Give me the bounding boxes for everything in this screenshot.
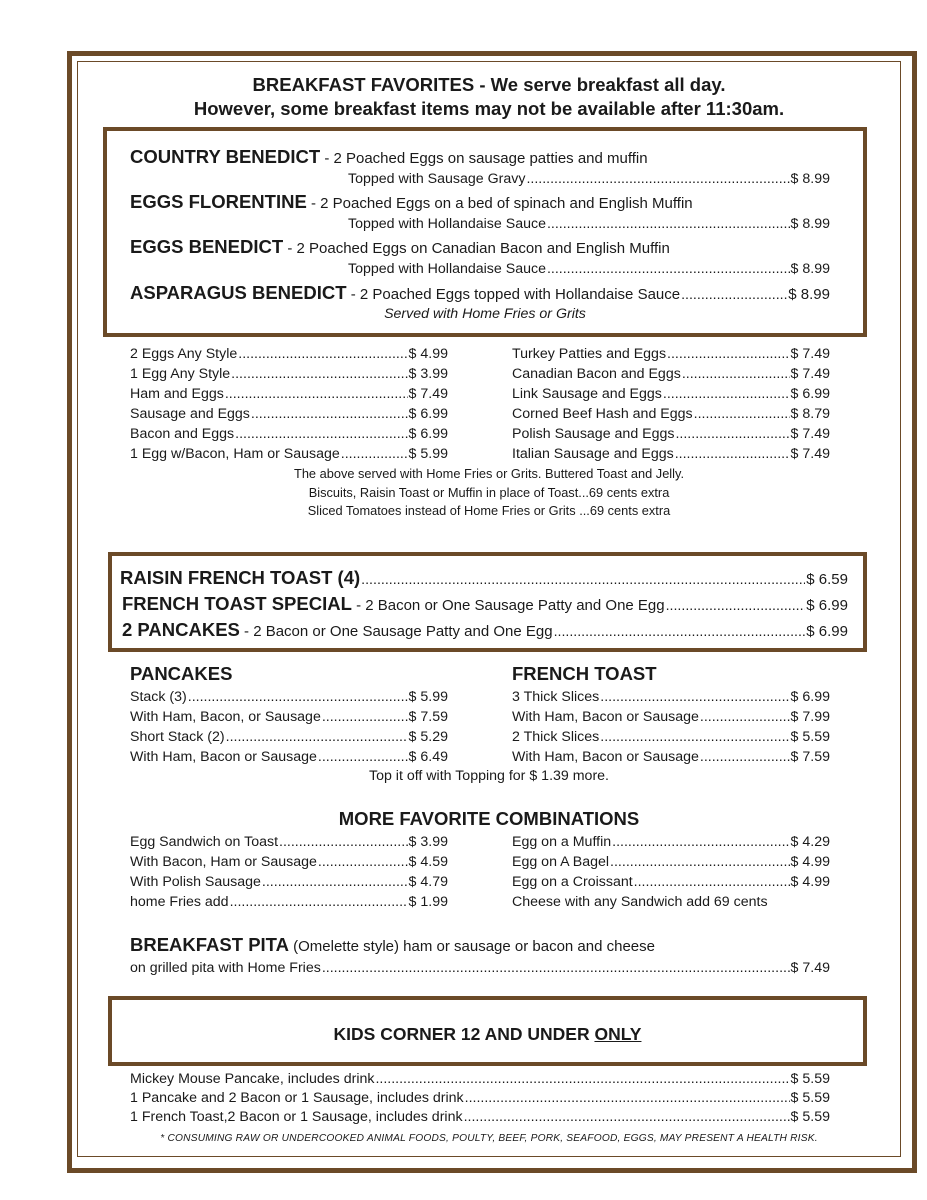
menu-item-price: $ 3.99 <box>408 834 448 850</box>
menu-row <box>512 709 830 725</box>
benedict-eggs-topping <box>348 261 830 277</box>
eggs-note-2: Biscuits, Raisin Toast or Muffin in place of Toast...69 cents extra <box>308 485 670 500</box>
benedict-price: $ 8.99 <box>790 216 830 232</box>
menu-item-name: Ham and Eggs <box>130 386 224 402</box>
menu-item-price: $ 6.99 <box>790 386 830 402</box>
menu-row <box>130 749 448 765</box>
pita-line <box>130 960 830 976</box>
menu-item-name: 1 French Toast,2 Bacon or 1 Sausage, includes drink <box>130 1109 463 1125</box>
benedict-desc: - 2 Poached Eggs on Canadian Bacon and English Muffin <box>283 240 670 257</box>
menu-item-price: $ 5.59 <box>790 1090 830 1106</box>
menu-item-price: $ 7.49 <box>408 386 448 402</box>
menu-item-name: Egg on A Bagel <box>512 854 610 870</box>
menu-item-price: $ 7.59 <box>408 709 448 725</box>
menu-item-name: 2 Thick Slices <box>512 729 600 745</box>
menu-row <box>512 346 830 362</box>
menu-item-price: $ 5.29 <box>408 729 448 745</box>
pita-name: BREAKFAST PITA <box>130 934 289 955</box>
menu-item-name: Canadian Bacon and Eggs <box>512 366 681 382</box>
menu-item-name: With Ham, Bacon or Sausage <box>512 709 699 725</box>
menu-item-name: Short Stack (2) <box>130 729 225 745</box>
kids-title <box>108 1024 867 1045</box>
french-toast-title: FRENCH TOAST <box>512 663 657 684</box>
menu-row <box>130 834 448 850</box>
health-disclaimer: * CONSUMING RAW OR UNDERCOOKED ANIMAL FOODS, POULTY, BEEF, PORK, SEAFOOD, EGGS, MAY PRESENT A HEALTH RISK. <box>160 1133 818 1144</box>
menu-item-price: $ 6.99 <box>408 426 448 442</box>
menu-item-price: $ 6.99 <box>408 406 448 422</box>
menu-item-name: home Fries add <box>130 894 229 910</box>
menu-item-name: Italian Sausage and Eggs <box>512 446 674 462</box>
pancakes-title: PANCAKES <box>130 663 233 684</box>
menu-row <box>130 894 448 910</box>
toast-price: $ 6.99 <box>806 597 848 614</box>
menu-item-name: 1 Egg Any Style <box>130 366 231 382</box>
benedict-name: EGGS FLORENTINE <box>130 191 307 212</box>
benedict-topping: Topped with Hollandaise Sauce <box>348 216 546 232</box>
benedict-note: Served with Home Fries or Grits <box>384 306 586 322</box>
menu-item-name: Polish Sausage and Eggs <box>512 426 675 442</box>
pita-price: $ 7.49 <box>790 960 830 976</box>
menu-item-name: 2 Eggs Any Style <box>130 346 238 362</box>
benedict-asparagus <box>130 282 830 304</box>
menu-item-price: $ 4.99 <box>790 874 830 890</box>
raisin-french-toast <box>120 567 848 589</box>
menu-item-price: $ 4.99 <box>790 854 830 870</box>
benedict-country-title <box>130 146 648 168</box>
menu-item-price: $ 5.59 <box>790 1071 830 1087</box>
combos-title: MORE FAVORITE COMBINATIONS <box>338 808 640 829</box>
menu-item-name: 1 Egg w/Bacon, Ham or Sausage <box>130 446 340 462</box>
menu-item-name: Bacon and Eggs <box>130 426 235 442</box>
menu-row <box>130 406 448 422</box>
toast-price: $ 6.59 <box>806 571 848 588</box>
pita-line2: on grilled pita with Home Fries <box>130 960 321 976</box>
menu-row <box>130 1090 830 1106</box>
benedict-eggs-title <box>130 236 670 258</box>
menu-item-price: $ 5.59 <box>790 1109 830 1125</box>
benedict-price: $ 8.99 <box>790 261 830 277</box>
benedict-name: ASPARAGUS BENEDICT <box>130 282 347 303</box>
menu-item-price: $ 4.99 <box>408 346 448 362</box>
toast-name: FRENCH TOAST SPECIAL <box>122 593 352 614</box>
toast-name: RAISIN FRENCH TOAST (4) <box>120 567 361 588</box>
menu-item-name: With Polish Sausage <box>130 874 261 890</box>
menu-row <box>130 1071 830 1087</box>
kids-title-only: ONLY <box>594 1024 642 1044</box>
menu-item-price: $ 7.59 <box>790 749 830 765</box>
benedict-country-topping <box>348 171 830 187</box>
menu-item-price: $ 7.49 <box>790 446 830 462</box>
toast-price: $ 6.99 <box>806 623 848 640</box>
menu-item-price: $ 7.49 <box>790 366 830 382</box>
menu-row <box>130 366 448 382</box>
menu-item-price: $ 7.49 <box>790 346 830 362</box>
pita-title <box>130 934 655 956</box>
toast-desc: - 2 Bacon or One Sausage Patty and One Egg <box>351 597 665 614</box>
menu-row <box>130 854 448 870</box>
pita-desc: (Omelette style) ham or sausage or bacon and cheese <box>288 938 655 955</box>
header-line-2: However, some breakfast items may not be available after 11:30am. <box>193 98 785 119</box>
french-toast-special <box>122 593 848 615</box>
menu-item-name: Mickey Mouse Pancake, includes drink <box>130 1071 375 1087</box>
menu-item-name: Sausage and Eggs <box>130 406 250 422</box>
menu-row <box>130 426 448 442</box>
eggs-note-1: The above served with Home Fries or Grits. Buttered Toast and Jelly. <box>294 466 684 481</box>
menu-item-name: 1 Pancake and 2 Bacon or 1 Sausage, includes drink <box>130 1090 464 1106</box>
menu-item-price: $ 7.99 <box>790 709 830 725</box>
menu-row <box>512 426 830 442</box>
menu-item-name: With Ham, Bacon, or Sausage <box>130 709 321 725</box>
menu-row <box>130 709 448 725</box>
benedict-desc: - 2 Poached Eggs on sausage patties and muffin <box>320 150 648 167</box>
topping-note: Top it off with Topping for $ 1.39 more. <box>368 768 609 784</box>
two-pancakes <box>122 619 848 641</box>
benedict-price: $ 8.99 <box>788 286 830 303</box>
menu-item-price: $ 7.49 <box>790 426 830 442</box>
menu-row <box>512 446 830 462</box>
benedict-desc: - 2 Poached Eggs topped with Hollandaise Sauce <box>346 286 681 303</box>
benedict-florentine-title <box>130 191 693 213</box>
kids-title-text: KIDS CORNER 12 AND UNDER <box>333 1024 595 1044</box>
menu-row <box>130 689 448 705</box>
menu-row <box>512 386 830 402</box>
menu-item-name: Egg Sandwich on Toast <box>130 834 279 850</box>
menu-item-price: $ 6.49 <box>408 749 448 765</box>
benedict-name: COUNTRY BENEDICT <box>130 146 321 167</box>
menu-row <box>130 346 448 362</box>
eggs-note-3: Sliced Tomatoes instead of Home Fries or Grits ...69 cents extra <box>307 503 671 518</box>
menu-row <box>512 366 830 382</box>
benedict-topping: Topped with Sausage Gravy <box>348 171 526 187</box>
menu-item-price: $ 3.99 <box>408 366 448 382</box>
menu-row <box>512 689 830 705</box>
benedict-florentine-topping <box>348 216 830 232</box>
benedict-price: $ 8.99 <box>790 171 830 187</box>
menu-item-price: $ 4.79 <box>408 874 448 890</box>
menu-item-price: $ 4.29 <box>790 834 830 850</box>
menu-item-name: Link Sausage and Eggs <box>512 386 662 402</box>
menu-item-price: $ 5.59 <box>790 729 830 745</box>
menu-item-name: Stack (3) <box>130 689 187 705</box>
menu-item-price: $ 5.99 <box>408 689 448 705</box>
menu-item-price: $ 6.99 <box>790 689 830 705</box>
menu-item-name: Egg on a Croissant <box>512 874 633 890</box>
menu-item-price: $ 4.59 <box>408 854 448 870</box>
menu-item-name: Egg on a Muffin <box>512 834 612 850</box>
menu-row <box>512 749 830 765</box>
menu-item-name: With Bacon, Ham or Sausage <box>130 854 317 870</box>
toast-name: 2 PANCAKES <box>122 619 240 640</box>
menu-item-price: $ 1.99 <box>408 894 448 910</box>
cheese-note: Cheese with any Sandwich add 69 cents <box>512 894 768 910</box>
header-line-1: BREAKFAST FAVORITES - We serve breakfast all day. <box>252 74 726 95</box>
menu-row <box>130 874 448 890</box>
menu-item-price: $ 5.99 <box>408 446 448 462</box>
menu-row <box>130 729 448 745</box>
menu-row <box>512 874 830 890</box>
menu-row <box>512 834 830 850</box>
menu-row <box>130 386 448 402</box>
menu-row <box>512 729 830 745</box>
menu-item-name: 3 Thick Slices <box>512 689 600 705</box>
benedict-topping: Topped with Hollandaise Sauce <box>348 261 546 277</box>
toast-desc: - 2 Bacon or One Sausage Patty and One Egg <box>239 623 553 640</box>
menu-row <box>130 446 448 462</box>
benedict-name: EGGS BENEDICT <box>130 236 284 257</box>
menu-item-name: With Ham, Bacon or Sausage <box>130 749 317 765</box>
benedict-desc: - 2 Poached Eggs on a bed of spinach and English Muffin <box>306 195 693 212</box>
menu-item-price: $ 8.79 <box>790 406 830 422</box>
menu-item-name: With Ham, Bacon or Sausage <box>512 749 699 765</box>
menu-row <box>512 854 830 870</box>
menu-item-name: Corned Beef Hash and Eggs <box>512 406 693 422</box>
menu-row <box>512 406 830 422</box>
menu-item-name: Turkey Patties and Eggs <box>512 346 667 362</box>
menu-row <box>130 1109 830 1125</box>
